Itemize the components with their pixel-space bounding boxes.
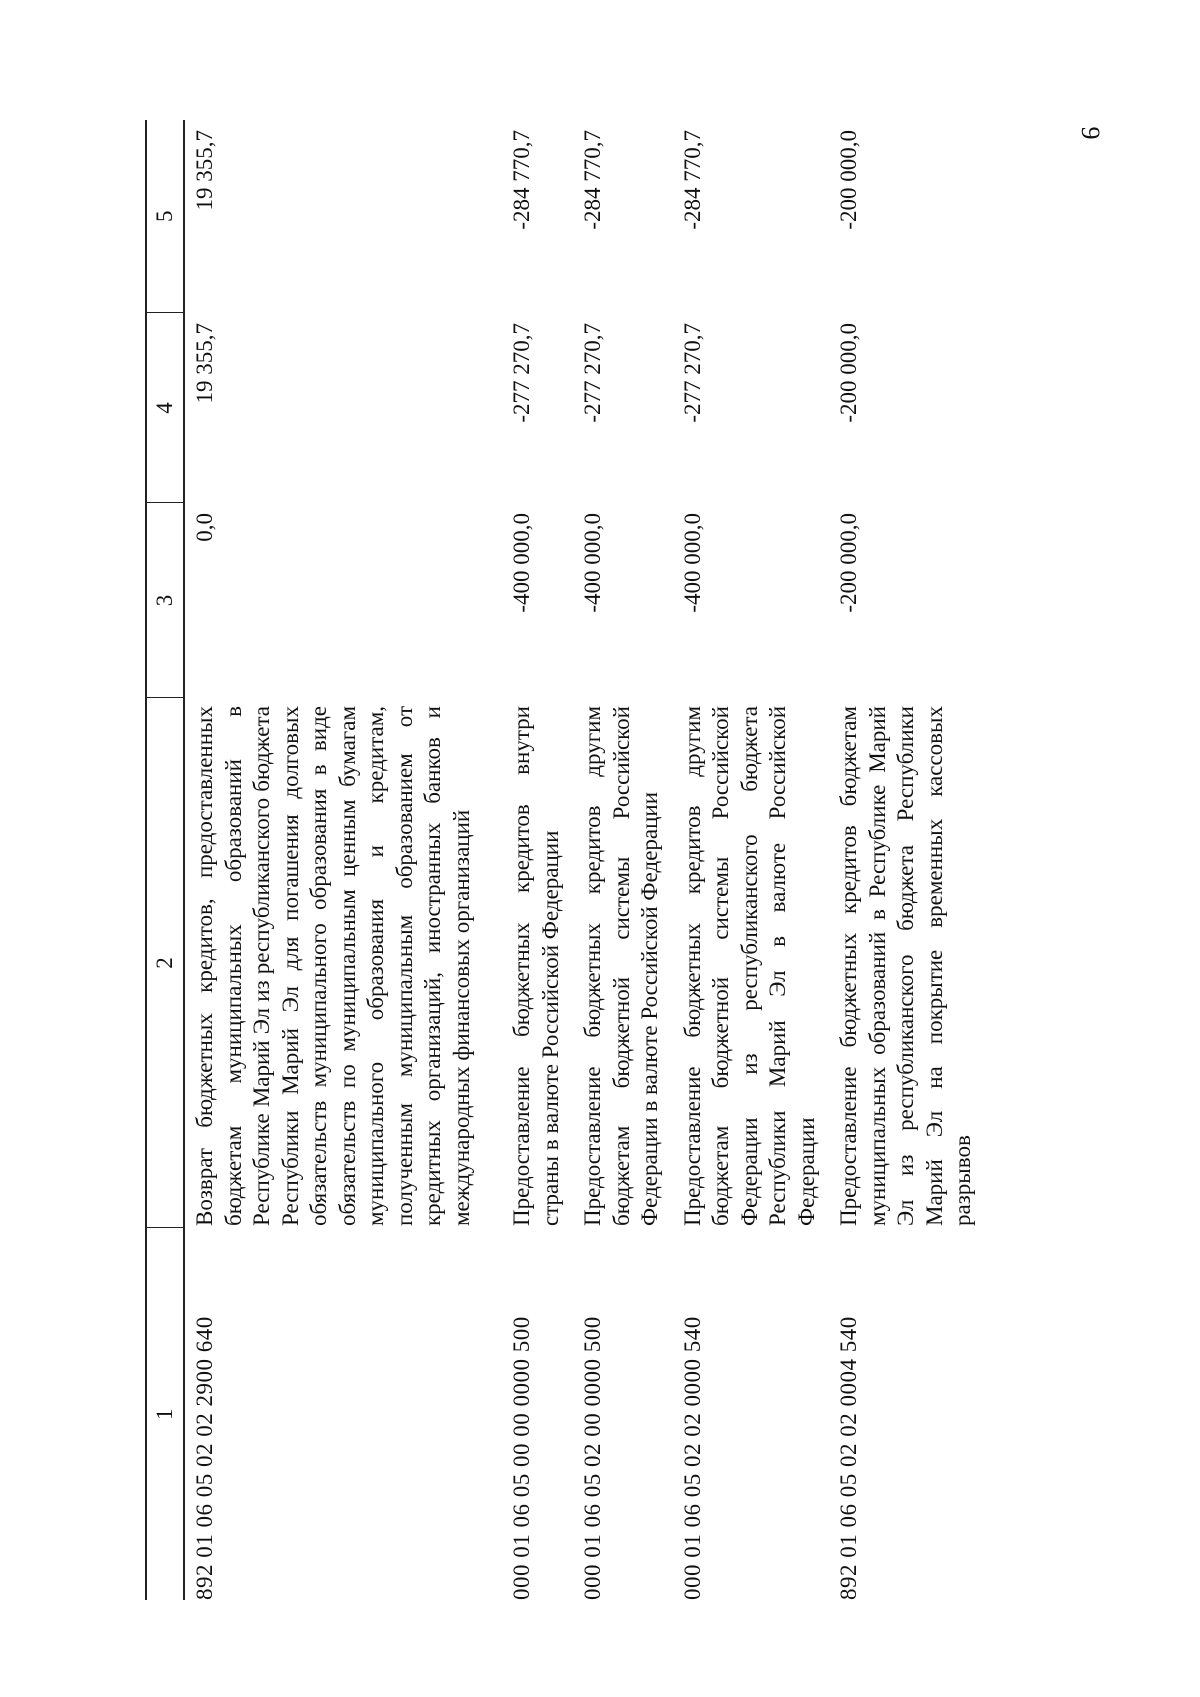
- row-value-col3: -400 000,0: [679, 513, 705, 613]
- row-value-col4: -277 270,7: [679, 323, 705, 423]
- table-header: [146, 120, 184, 1600]
- table-row: [829, 120, 986, 1600]
- table-row: [502, 120, 573, 1600]
- row-value-col3: 0,0: [192, 513, 217, 542]
- header-col-5: 5: [146, 120, 184, 313]
- row-value-col5: -284 770,7: [580, 130, 605, 230]
- row-name: Возврат бюджетных кредитов, предоставленных бюджетам муниципальных образований в Республике Марий Эл из республиканского бюджета Республики Марий Эл для погашения долговых обязательств муниципального образования в виде обязательств по муниципальным ценным бумагам муниципального образования и кредитам, полученным муниципальным образованием от кредитных организаций, иностранных банков и международных финансовых организаций: [192, 706, 474, 1226]
- row-code: 000 01 06 05 02 02 0000 540: [679, 1316, 705, 1600]
- row-name: Предоставление бюджетных кредитов другим бюджетам бюджетной системы Российской Федерации в валюте Российской Федерации: [580, 706, 662, 1226]
- header-col-4: 4: [146, 313, 184, 503]
- header-row: [146, 120, 184, 1600]
- row-value-col4: -200 000,0: [836, 323, 861, 423]
- table-row: [573, 120, 673, 1600]
- row-code: 000 01 06 05 02 00 0000 500: [580, 1316, 605, 1600]
- row-value-col4: 19 355,7: [192, 323, 217, 404]
- row-value-col5: -284 770,7: [679, 130, 705, 230]
- row-value-col3: -400 000,0: [509, 513, 534, 613]
- page-number: 9: [1076, 126, 1105, 140]
- table-row: [184, 120, 502, 1600]
- row-value-col3: -400 000,0: [580, 513, 605, 613]
- row-code: 000 01 06 05 00 00 0000 500: [509, 1316, 534, 1600]
- row-name: Предоставление бюджетных кредитов внутри страны в валюте Российской Федерации: [509, 706, 563, 1226]
- row-name: Предоставление бюджетных кредитов бюджетам муниципальных образований в Республике Марий Эл из республиканского бюджета Республики Марий Эл на покрытие временных кассовых разрывов: [836, 706, 975, 1226]
- row-value-col5: -200 000,0: [836, 130, 861, 230]
- row-value-col3: -200 000,0: [836, 513, 861, 613]
- header-col-2: 2: [146, 698, 184, 1228]
- table-body: [184, 120, 986, 1600]
- header-col-3: 3: [146, 503, 184, 698]
- table-row: [673, 120, 830, 1600]
- header-col-1: 1: [146, 1228, 184, 1600]
- row-value-col4: -277 270,7: [580, 323, 605, 423]
- row-value-col5: -284 770,7: [509, 130, 534, 230]
- row-value-col4: -277 270,7: [509, 323, 534, 423]
- budget-table: [145, 120, 986, 1600]
- row-code: 892 01 06 05 02 02 2900 640: [192, 1316, 217, 1600]
- row-value-col5: 19 355,7: [192, 130, 217, 211]
- row-name: Предоставление бюджетных кредитов другим бюджетам бюджетной системы Российской Федерации из республиканского бюджета Республики Марий Эл в валюте Российской Федерации: [679, 706, 819, 1226]
- rotated-table-container: [145, 70, 975, 1640]
- row-code: 892 01 06 05 02 02 0004 540: [836, 1316, 861, 1600]
